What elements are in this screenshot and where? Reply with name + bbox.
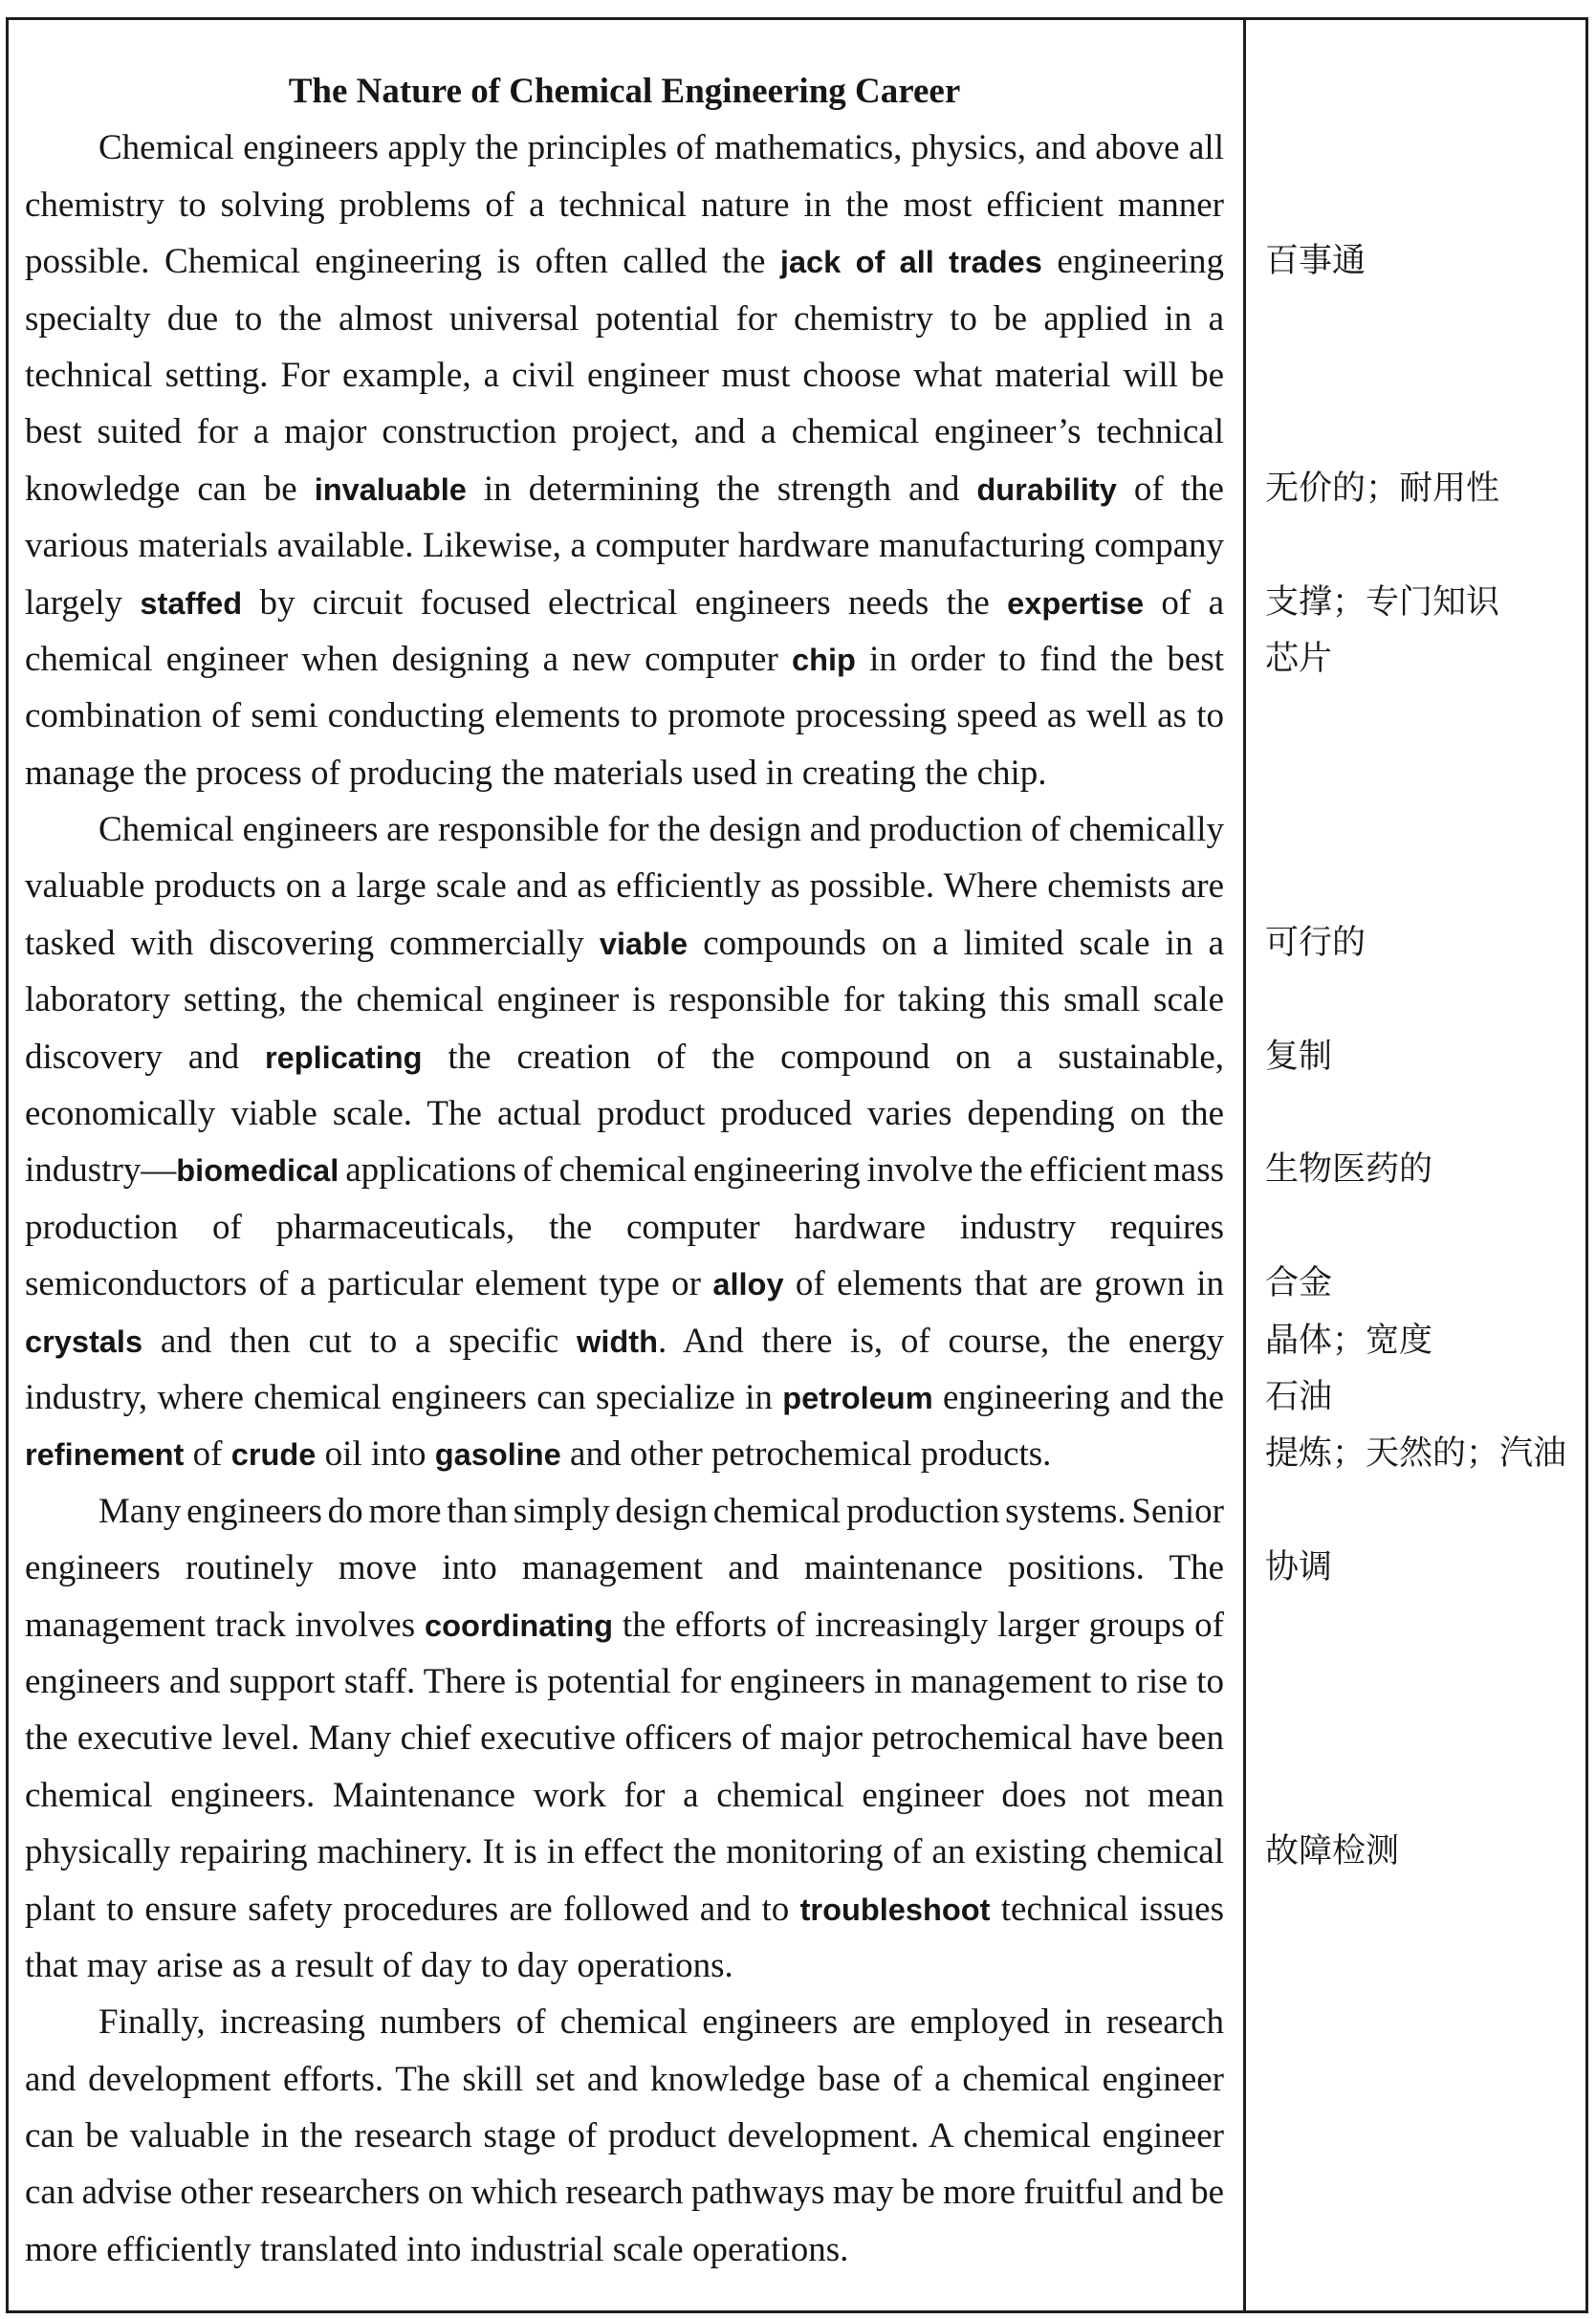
text-segment: of the bbox=[1116, 469, 1224, 509]
gloss-cell bbox=[1243, 63, 1583, 120]
text-row bbox=[9, 801, 1585, 858]
english-text-cell bbox=[9, 1824, 1243, 1880]
line-text bbox=[25, 980, 1224, 1019]
text-row bbox=[9, 1824, 1585, 1880]
text-row bbox=[9, 461, 1585, 517]
text-segment: tasked with discovering commercially bbox=[25, 923, 600, 963]
line-text bbox=[25, 583, 1224, 623]
text-row bbox=[9, 1426, 1585, 1482]
text-row bbox=[9, 517, 1585, 574]
english-text-cell bbox=[9, 1937, 1243, 1994]
text-segment: and other petrochemical products. bbox=[560, 1434, 1052, 1475]
text-segment: combination of semi conducting elements to promote processing speed as well as to bbox=[25, 696, 1224, 736]
text-row bbox=[9, 2051, 1585, 2108]
line-text bbox=[25, 242, 1224, 281]
line-text bbox=[25, 1776, 1224, 1815]
text-line bbox=[25, 1937, 1224, 1994]
gloss-cell bbox=[1243, 2108, 1583, 2164]
line-text bbox=[25, 299, 1224, 339]
line-text bbox=[25, 2060, 1224, 2099]
line-text bbox=[25, 1548, 1224, 1587]
gloss-cell bbox=[1243, 347, 1583, 404]
gloss-cell bbox=[1243, 801, 1583, 858]
text-segment: laboratory setting, the chemical engineer is responsible for taking this small scale bbox=[25, 980, 1224, 1020]
text-line bbox=[25, 1369, 1224, 1427]
text-row bbox=[9, 1540, 1585, 1596]
line-text bbox=[25, 1322, 1224, 1361]
text-segment: by circuit focused electrical engineers needs the bbox=[242, 582, 1008, 623]
text-segment: possible. Chemical engineering is often called the bbox=[25, 242, 780, 282]
text-segment: valuable products on a large scale and as efficiently as possible. Where chemists are bbox=[25, 866, 1224, 907]
chinese-gloss: 故障检测 bbox=[1265, 1832, 1400, 1871]
text-line bbox=[25, 517, 1224, 574]
line-text bbox=[25, 356, 1224, 395]
text-segment: technical setting. For example, a civil engineer must choose what material will be bbox=[25, 355, 1224, 395]
line-text bbox=[25, 1378, 1224, 1417]
text-line bbox=[25, 972, 1224, 1028]
vocabulary-term: invaluable bbox=[314, 471, 467, 507]
text-row bbox=[9, 1085, 1585, 1142]
article-body bbox=[9, 120, 1585, 2278]
paragraph bbox=[9, 801, 1585, 1483]
gloss-cell bbox=[1243, 1937, 1583, 1994]
chinese-gloss: 芯片 bbox=[1265, 639, 1333, 678]
line-text bbox=[25, 1662, 1224, 1701]
text-segment: the efforts of increasingly larger groups of bbox=[613, 1605, 1225, 1645]
text-segment: engineers and support staff. There is potential for engineers in management to rise to bbox=[25, 1661, 1224, 1701]
text-segment: industry— bbox=[25, 1150, 177, 1191]
text-segment: management track involves bbox=[25, 1605, 425, 1645]
english-text-cell bbox=[9, 1483, 1243, 1540]
english-text-cell bbox=[9, 291, 1243, 347]
gloss-cell bbox=[1243, 2164, 1583, 2221]
text-line bbox=[25, 745, 1224, 801]
english-text-cell bbox=[9, 1142, 1243, 1198]
text-segment: engineering and the bbox=[932, 1377, 1224, 1417]
line-text bbox=[25, 1264, 1224, 1303]
gloss-cell bbox=[1243, 1881, 1583, 1937]
text-row bbox=[9, 1994, 1585, 2050]
text-row bbox=[9, 915, 1585, 972]
vocabulary-term: petroleum bbox=[782, 1380, 933, 1415]
text-row bbox=[9, 858, 1585, 914]
text-segment: discovery and bbox=[25, 1037, 265, 1077]
gloss-cell bbox=[1243, 1142, 1583, 1198]
text-row bbox=[9, 745, 1585, 801]
vocabulary-term: coordinating bbox=[424, 1608, 614, 1643]
text-row bbox=[9, 972, 1585, 1028]
english-text-cell bbox=[9, 858, 1243, 914]
vocabulary-term: crude bbox=[230, 1437, 317, 1473]
text-segment: compounds on a limited scale in a bbox=[688, 923, 1224, 963]
text-segment: industry, where chemical engineers can specialize in bbox=[25, 1377, 783, 1417]
text-line bbox=[25, 1881, 1224, 1938]
text-row bbox=[9, 1653, 1585, 1710]
article-title: The Nature of Chemical Engineering Career bbox=[288, 72, 961, 111]
line-text bbox=[25, 1150, 1224, 1190]
line-text bbox=[25, 186, 1224, 225]
english-text-cell bbox=[9, 517, 1243, 574]
gloss-cell bbox=[1243, 1824, 1583, 1880]
text-segment: physically repairing machinery. It is in effect the monitoring of an existing chemical bbox=[25, 1832, 1224, 1872]
text-line bbox=[25, 1029, 1224, 1086]
gloss-cell bbox=[1243, 1369, 1583, 1426]
gloss-cell bbox=[1243, 631, 1583, 688]
line-text bbox=[25, 2173, 1224, 2212]
text-segment: various materials available. Likewise, a computer hardware manufacturing company bbox=[25, 526, 1224, 566]
text-line bbox=[25, 1256, 1224, 1313]
line-text bbox=[25, 866, 1224, 906]
gloss-cell bbox=[1243, 461, 1583, 517]
gloss-cell bbox=[1243, 972, 1583, 1028]
text-segment: chemical engineers. Maintenance work for a chemical engineer does not mean bbox=[25, 1775, 1224, 1815]
text-line bbox=[25, 291, 1224, 347]
text-line bbox=[25, 1085, 1224, 1142]
paragraph-first-line bbox=[98, 1483, 1224, 1540]
text-segment: and then cut to a specific bbox=[142, 1321, 578, 1361]
english-text-cell bbox=[9, 575, 1243, 631]
text-line bbox=[25, 1710, 1224, 1766]
text-segment: of elements that are grown in bbox=[783, 1264, 1224, 1304]
text-segment: chemistry to solving problems of a technical nature in the most efficient manner bbox=[25, 185, 1224, 225]
line-text bbox=[25, 924, 1224, 963]
title-row bbox=[9, 63, 1585, 120]
english-text-cell bbox=[9, 2221, 1243, 2278]
chinese-gloss: 提炼；天然的；汽油 bbox=[1265, 1434, 1567, 1474]
gloss-cell bbox=[1243, 404, 1583, 460]
chinese-gloss: 晶体；宽度 bbox=[1265, 1321, 1433, 1360]
gloss-cell bbox=[1243, 1597, 1583, 1653]
vocabulary-term: viable bbox=[599, 926, 689, 961]
text-segment: knowledge can be bbox=[25, 469, 315, 509]
text-segment: technical issues bbox=[990, 1889, 1224, 1929]
line-text bbox=[25, 696, 1224, 735]
english-text-cell bbox=[9, 461, 1243, 517]
gloss-cell bbox=[1243, 1767, 1583, 1824]
english-text-cell bbox=[9, 1767, 1243, 1824]
text-segment: specialty due to the almost universal potential for chemistry to be applied in a bbox=[25, 298, 1224, 339]
english-text-cell bbox=[9, 1597, 1243, 1653]
text-segment: Many engineers do more than simply design chemical production systems. Senior bbox=[98, 1491, 1224, 1531]
gloss-cell bbox=[1243, 2051, 1583, 2108]
line-text bbox=[25, 1038, 1224, 1077]
english-text-cell bbox=[9, 1369, 1243, 1426]
text-line bbox=[25, 177, 1224, 233]
text-line bbox=[25, 1767, 1224, 1824]
text-line bbox=[25, 631, 1224, 689]
vocabulary-term: expertise bbox=[1007, 585, 1145, 621]
paragraph bbox=[9, 120, 1585, 801]
line-text bbox=[25, 2116, 1224, 2155]
text-line bbox=[25, 1824, 1224, 1880]
text-row bbox=[9, 1937, 1585, 1994]
text-segment: economically viable scale. The actual product produced varies depending on the bbox=[25, 1094, 1224, 1134]
english-text-cell bbox=[9, 915, 1243, 972]
text-segment: Chemical engineers apply the principles of mathematics, physics, and above all bbox=[98, 128, 1224, 168]
text-row bbox=[9, 2221, 1585, 2278]
text-line bbox=[25, 915, 1224, 973]
text-row bbox=[9, 1256, 1585, 1312]
line-text bbox=[25, 526, 1224, 565]
text-line bbox=[25, 2164, 1224, 2221]
text-line bbox=[25, 1199, 1224, 1256]
gloss-cell bbox=[1243, 1256, 1583, 1312]
gloss-cell bbox=[1243, 1540, 1583, 1596]
gloss-cell bbox=[1243, 1426, 1583, 1482]
paragraph-first-line bbox=[98, 801, 1224, 858]
vocabulary-reading-table bbox=[6, 17, 1588, 2313]
english-text-cell bbox=[9, 63, 1243, 120]
text-segment: more efficiently translated into industrial scale operations. bbox=[25, 2229, 849, 2269]
line-text bbox=[25, 1606, 1224, 1645]
line-text bbox=[25, 1832, 1224, 1871]
gloss-cell bbox=[1243, 1710, 1583, 1766]
text-line bbox=[25, 233, 1224, 291]
gloss-cell bbox=[1243, 915, 1583, 972]
vocabulary-term: chip bbox=[791, 642, 856, 677]
text-row bbox=[9, 2164, 1585, 2221]
english-text-cell bbox=[9, 1710, 1243, 1766]
text-segment: largely bbox=[25, 582, 141, 623]
text-row bbox=[9, 1881, 1585, 1937]
text-segment: semiconductors of a particular element type or bbox=[25, 1264, 713, 1304]
text-row bbox=[9, 233, 1585, 290]
paragraph-first-line bbox=[98, 1994, 1224, 2050]
vocabulary-term: refinement bbox=[25, 1437, 185, 1473]
line-text bbox=[98, 810, 1224, 849]
text-line bbox=[25, 2108, 1224, 2164]
english-text-cell bbox=[9, 347, 1243, 404]
text-segment: can advise other researchers on which research pathways may be more fruitful and be bbox=[25, 2173, 1224, 2213]
text-segment: in order to find the best bbox=[855, 639, 1225, 679]
gloss-cell bbox=[1243, 2221, 1583, 2278]
chinese-gloss: 石油 bbox=[1265, 1377, 1333, 1416]
line-text bbox=[25, 1434, 1051, 1474]
english-text-cell bbox=[9, 1256, 1243, 1312]
text-line bbox=[25, 858, 1224, 914]
text-row bbox=[9, 347, 1585, 404]
english-text-cell bbox=[9, 1540, 1243, 1596]
text-line bbox=[25, 1653, 1224, 1710]
vocabulary-term: durability bbox=[976, 471, 1117, 507]
chinese-gloss: 协调 bbox=[1265, 1548, 1333, 1587]
text-segment: Chemical engineers are responsible for the design and production of chemically bbox=[98, 810, 1224, 850]
line-text bbox=[25, 1208, 1224, 1247]
text-row bbox=[9, 1199, 1585, 1256]
text-segment: oil into bbox=[316, 1434, 435, 1475]
gloss-cell bbox=[1243, 1653, 1583, 1710]
line-text bbox=[25, 1718, 1224, 1758]
text-segment: production of pharmaceuticals, the computer hardware industry requires bbox=[25, 1207, 1224, 1247]
table-rows bbox=[9, 63, 1585, 2278]
text-row bbox=[9, 2108, 1585, 2164]
gloss-cell bbox=[1243, 1994, 1583, 2050]
text-segment: in determining the strength and bbox=[466, 469, 977, 509]
vocabulary-term: gasoline bbox=[434, 1437, 561, 1473]
text-row bbox=[9, 291, 1585, 347]
paragraph-first-line bbox=[98, 120, 1224, 176]
text-line bbox=[25, 1540, 1224, 1596]
text-line bbox=[25, 347, 1224, 404]
text-row bbox=[9, 1767, 1585, 1824]
chinese-gloss: 复制 bbox=[1265, 1037, 1333, 1076]
text-row bbox=[9, 631, 1585, 688]
text-row bbox=[9, 1483, 1585, 1540]
line-text bbox=[25, 412, 1224, 451]
text-line bbox=[25, 1597, 1224, 1654]
vocabulary-term: width bbox=[577, 1324, 658, 1359]
english-text-cell bbox=[9, 1653, 1243, 1710]
gloss-cell bbox=[1243, 1483, 1583, 1540]
english-text-cell bbox=[9, 631, 1243, 688]
text-line bbox=[25, 1142, 1224, 1199]
vocabulary-term: replicating bbox=[264, 1039, 423, 1075]
text-segment: and development efforts. The skill set and knowledge base of a chemical engineer bbox=[25, 2059, 1224, 2099]
text-segment: applications of chemical engineering involve the efficient mass bbox=[339, 1150, 1224, 1191]
text-segment: that may arise as a result of day to day operations. bbox=[25, 1945, 733, 1985]
text-line bbox=[25, 2221, 1224, 2278]
text-row bbox=[9, 404, 1585, 460]
english-text-cell bbox=[9, 745, 1243, 801]
gloss-cell bbox=[1243, 1085, 1583, 1142]
english-text-cell bbox=[9, 1426, 1243, 1482]
text-row bbox=[9, 1313, 1585, 1369]
english-text-cell bbox=[9, 801, 1243, 858]
english-text-cell bbox=[9, 1994, 1243, 2050]
english-text-cell bbox=[9, 1029, 1243, 1085]
chinese-gloss: 支撑；专门知识 bbox=[1265, 582, 1500, 622]
chinese-gloss: 百事通 bbox=[1265, 242, 1366, 281]
english-text-cell bbox=[9, 120, 1243, 176]
gloss-cell bbox=[1243, 1029, 1583, 1085]
gloss-cell bbox=[1243, 745, 1583, 801]
paragraph bbox=[9, 1994, 1585, 2278]
line-text bbox=[98, 128, 1224, 167]
english-text-cell bbox=[9, 972, 1243, 1028]
line-text bbox=[25, 2230, 848, 2269]
text-segment: best suited for a major construction project, and a chemical engineer’s technical bbox=[25, 412, 1224, 452]
text-segment: engineering bbox=[1041, 242, 1224, 282]
english-text-cell bbox=[9, 1313, 1243, 1369]
gloss-cell bbox=[1243, 233, 1583, 290]
text-line bbox=[25, 688, 1224, 744]
gloss-cell bbox=[1243, 688, 1583, 744]
line-text bbox=[25, 1094, 1224, 1133]
text-line bbox=[25, 1313, 1224, 1370]
line-text bbox=[25, 470, 1224, 509]
vocabulary-term: staffed bbox=[140, 585, 243, 621]
line-text bbox=[98, 1492, 1224, 1531]
english-text-cell bbox=[9, 233, 1243, 290]
gloss-cell bbox=[1243, 1313, 1583, 1369]
text-segment: engineers routinely move into management and maintenance positions. The bbox=[25, 1548, 1224, 1588]
line-text bbox=[98, 2002, 1224, 2042]
text-segment: can be valuable in the research stage of product development. A chemical engineer bbox=[25, 2116, 1224, 2156]
gloss-cell bbox=[1243, 575, 1583, 631]
chinese-gloss: 无价的；耐用性 bbox=[1265, 469, 1500, 508]
chinese-gloss: 可行的 bbox=[1265, 923, 1366, 962]
gloss-cell bbox=[1243, 291, 1583, 347]
english-text-cell bbox=[9, 1085, 1243, 1142]
chinese-gloss: 生物医药的 bbox=[1265, 1150, 1433, 1190]
text-segment: . And there is, of course, the energy bbox=[657, 1321, 1224, 1361]
english-text-cell bbox=[9, 2108, 1243, 2164]
line-text bbox=[25, 1946, 733, 1985]
english-text-cell bbox=[9, 1881, 1243, 1937]
vocabulary-term: alloy bbox=[712, 1267, 784, 1302]
text-line bbox=[25, 575, 1224, 632]
text-segment: plant to ensure safety procedures are followed and to bbox=[25, 1889, 800, 1929]
english-text-cell bbox=[9, 688, 1243, 744]
text-line bbox=[25, 404, 1224, 460]
text-row bbox=[9, 1029, 1585, 1085]
text-segment: manage the process of producing the materials used in creating the chip. bbox=[25, 753, 1047, 793]
english-text-cell bbox=[9, 2164, 1243, 2221]
gloss-cell bbox=[1243, 517, 1583, 574]
chinese-gloss: 合金 bbox=[1265, 1264, 1333, 1303]
gloss-cell bbox=[1243, 1199, 1583, 1256]
text-row bbox=[9, 1597, 1585, 1653]
text-row bbox=[9, 177, 1585, 233]
text-segment: the executive level. Many chief executive officers of major petrochemical have been bbox=[25, 1718, 1224, 1759]
vocabulary-term: troubleshoot bbox=[799, 1892, 991, 1927]
paragraph bbox=[9, 1483, 1585, 1995]
english-text-cell bbox=[9, 1199, 1243, 1256]
text-line bbox=[25, 1426, 1224, 1483]
text-row bbox=[9, 1710, 1585, 1766]
line-text bbox=[25, 754, 1047, 793]
gloss-cell bbox=[1243, 858, 1583, 914]
vocabulary-term: biomedical bbox=[176, 1153, 339, 1189]
text-row bbox=[9, 1369, 1585, 1426]
english-text-cell bbox=[9, 177, 1243, 233]
text-line bbox=[25, 461, 1224, 518]
line-text bbox=[25, 640, 1224, 679]
vocabulary-term: crystals bbox=[25, 1324, 143, 1359]
gloss-cell bbox=[1243, 120, 1583, 176]
text-row bbox=[9, 688, 1585, 744]
text-segment: Finally, increasing numbers of chemical engineers are employed in research bbox=[98, 2002, 1224, 2043]
text-segment: the creation of the compound on a sustainable, bbox=[422, 1037, 1224, 1077]
english-text-cell bbox=[9, 2051, 1243, 2108]
text-segment: chemical engineer when designing a new computer bbox=[25, 639, 792, 679]
text-row bbox=[9, 575, 1585, 631]
gloss-cell bbox=[1243, 177, 1583, 233]
english-text-cell bbox=[9, 404, 1243, 460]
text-row bbox=[9, 1142, 1585, 1198]
text-line bbox=[25, 2051, 1224, 2108]
vocabulary-term: jack of all trades bbox=[779, 245, 1042, 280]
text-segment: of a bbox=[1144, 582, 1224, 623]
line-text bbox=[25, 1890, 1224, 1929]
text-row bbox=[9, 120, 1585, 176]
text-segment: of bbox=[184, 1434, 231, 1475]
